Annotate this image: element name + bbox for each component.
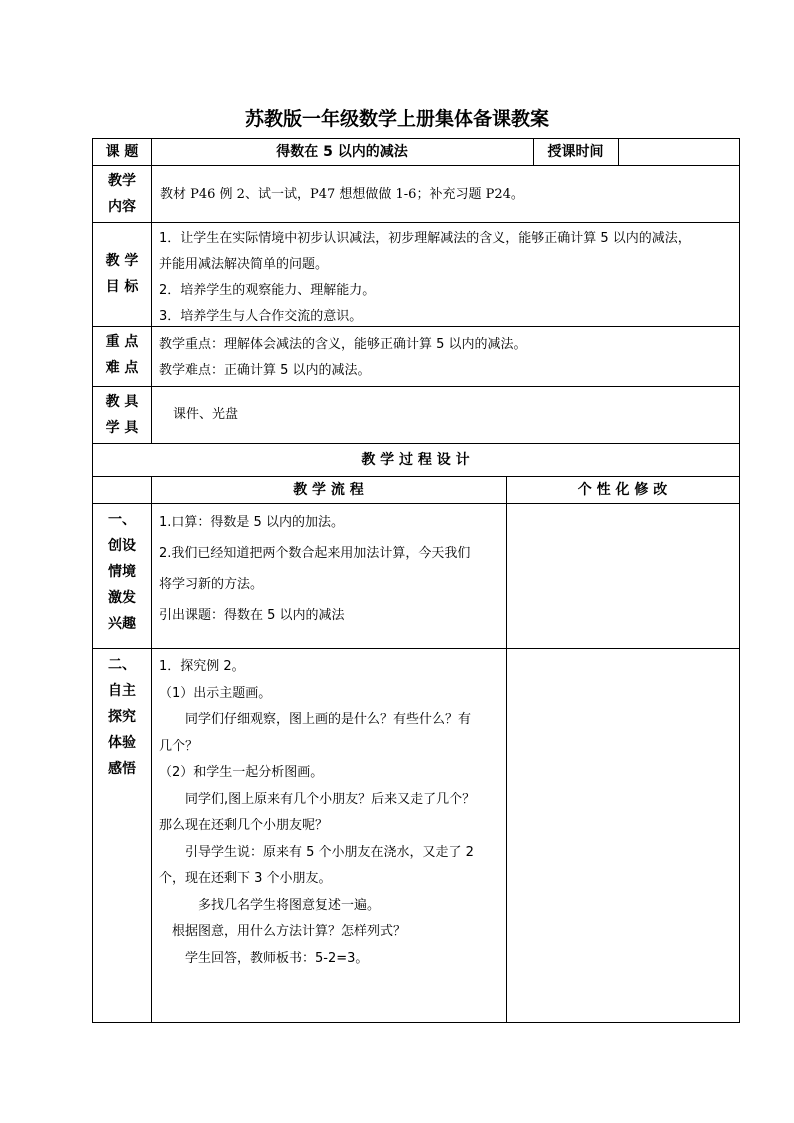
- table-border: [92, 165, 740, 166]
- key-points-text: 教学重点：理解体会减法的含义，能够正确计算 5 以内的减法。 教学难点：正确计算 5 以内的减法。: [159, 337, 527, 378]
- content-label: 教学 内容: [108, 173, 136, 215]
- table-border: [92, 222, 740, 223]
- process-title: 教 学 过 程 设 计: [361, 452, 470, 468]
- page-title: 苏教版一年级数学上册集体备课教案: [244, 108, 549, 130]
- goals-label: 教 学 目 标: [105, 253, 139, 295]
- table-border: [92, 648, 740, 649]
- topic-value: 得数在 5 以内的减法: [276, 144, 408, 160]
- tools-label: 教 具 学 具: [105, 394, 139, 436]
- table-border: [92, 443, 740, 444]
- section2-label: 二、 自主 探究 体验 感悟: [108, 657, 136, 777]
- flow-header: 教 学 流 程: [293, 482, 364, 498]
- topic-label: 课 题: [105, 144, 139, 160]
- section2-text: 1．探究例 2。 （1）出示主题画。 同学们仔细观察，图上画的是什么？有些什么？有 几个？ （2）和学生一起分析图画。 同学们,图上原来有几个小朋友？后来又走了几个？ 那么现在还剩几个小朋友呢？ 引导学生说：原来有 5 个小朋友在浇水，又走了 2 个，现在还剩下 3 个小朋友。 多找几名学生将图意复述一遍。 根据图意，用什么方法计算？怎样列式？ 学生回答，教师板书：5-2=3。: [159, 659, 476, 966]
- content-text: 教材 P46 例 2、试一试，P47 想想做做 1-6；补充习题 P24。: [160, 187, 524, 202]
- table-border: [739, 138, 740, 1023]
- table-border: [506, 476, 507, 1023]
- table-border: [92, 138, 740, 139]
- section1-text: 1.口算：得数是 5 以内的加法。 2.我们已经知道把两个数合起来用加法计算，今天我们 将学习新的方法。 引出课题：得数在 5 以内的减法: [159, 515, 471, 623]
- key-points-label: 重 点 难 点: [105, 334, 139, 376]
- time-label: 授课时间: [547, 144, 604, 160]
- table-border: [92, 386, 740, 387]
- goals-text: 1．让学生在实际情境中初步认识减法，初步理解减法的含义，能够正确计算 5 以内的减法， 并能用减法解决简单的问题。 2．培养学生的观察能力、理解能力。 3．培养学生与人合作交流的意识。: [159, 231, 691, 324]
- tools-text: 课件、光盘: [173, 407, 239, 422]
- table-border: [618, 138, 619, 165]
- table-border: [92, 1022, 740, 1023]
- modify-header: 个 性 化 修 改: [577, 482, 668, 498]
- table-border: [92, 503, 740, 504]
- section1-label: 一、 创设 情境 激发 兴趣: [108, 512, 136, 632]
